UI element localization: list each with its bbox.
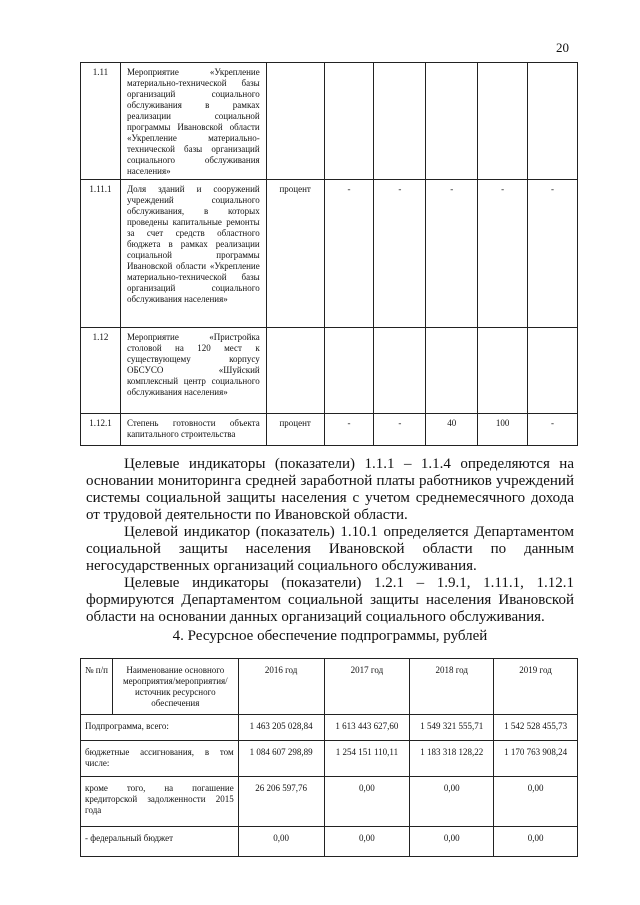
column-header-2018: 2018 год [410,659,494,715]
page-number: 20 [556,40,569,55]
row-label: Подпрограмма, всего: [81,715,239,741]
row-value: - [324,180,374,328]
indicators-table [80,62,578,446]
paragraph: Целевой индикатор (показатель) 1.10.1 определяется Департаментом социальной защиты населения Ивановской области по данным негосударственных организаций социального обслуживания. [86,524,574,574]
row-label: кроме того, на погашение кредиторской задолженности 2015 года [81,777,239,827]
row-number: 1.11.1 [81,180,121,328]
table-row [81,715,578,741]
row-value: - [324,414,374,446]
table-header-row [81,659,578,715]
row-value [528,328,578,414]
row-value [374,328,426,414]
row-value: - [374,180,426,328]
cell-2016: 1 084 607 298,89 [238,741,324,777]
row-value [324,328,374,414]
row-unit [266,63,324,180]
resource-table [80,658,578,857]
row-value [478,328,528,414]
table-row [81,328,578,414]
row-number: 1.12 [81,328,121,414]
row-label: - федеральный бюджет [81,827,239,857]
row-value: 40 [426,414,478,446]
row-value: - [374,414,426,446]
row-value: - [478,180,528,328]
paragraph: Целевые индикаторы (показатели) 1.2.1 – 1.9.1, 1.11.1, 1.12.1 формируются Департаментом социальной защиты населения Ивановской области на основании данных организаций социального обслуживания. [86,575,574,625]
row-value: - [528,414,578,446]
row-number: 1.11 [81,63,121,180]
cell-2019: 0,00 [494,777,578,827]
row-value [426,63,478,180]
cell-2016: 1 463 205 028,84 [238,715,324,741]
row-value [478,63,528,180]
cell-2017: 1 613 443 627,60 [324,715,410,741]
cell-2016: 26 206 597,76 [238,777,324,827]
row-description: Мероприятие «Укрепление материально-технической базы организаций социального обслуживания в рамках реализации социальной программы Ивановской области «Укрепление материально-технической базы организаций социального обслуживания населения» [120,63,266,180]
column-header-name: Наименование основного мероприятия/мероприятия/ источник ресурсного обеспечения [112,659,238,715]
table-row [81,827,578,857]
row-value [426,328,478,414]
cell-2018: 1 549 321 555,71 [410,715,494,741]
cell-2017: 1 254 151 110,11 [324,741,410,777]
cell-2018: 0,00 [410,777,494,827]
cell-2018: 0,00 [410,827,494,857]
row-value [528,63,578,180]
cell-2019: 0,00 [494,827,578,857]
column-header-number: № п/п [81,659,113,715]
section-heading: 4. Ресурсное обеспечение подпрограммы, рублей [172,628,488,644]
row-value: - [426,180,478,328]
row-value [324,63,374,180]
column-header-2016: 2016 год [238,659,324,715]
row-label: бюджетные ассигнования, в том числе: [81,741,239,777]
table-row [81,63,578,180]
cell-2019: 1 170 763 908,24 [494,741,578,777]
table-row [81,741,578,777]
row-value: - [528,180,578,328]
column-header-2017: 2017 год [324,659,410,715]
table-row [81,414,578,446]
row-value: 100 [478,414,528,446]
table-row [81,180,578,328]
body-text [86,456,574,645]
cell-2016: 0,00 [238,827,324,857]
cell-2017: 0,00 [324,827,410,857]
paragraph: Целевые индикаторы (показатели) 1.1.1 – 1.1.4 определяются на основании мониторинга средней заработной платы работников учреждений системы социальной защиты населения с учетом среднемесячного дохода от трудовой деятельности по Ивановской области. [86,456,574,523]
cell-2017: 0,00 [324,777,410,827]
row-description: Доля зданий и сооружений учреждений социального обслуживания, в которых проведены капитальные ремонты за счет средств областного бюджета в рамках реализации социальной программы Ивановской области «Укрепление материально-технической базы организаций социального обслуживания населения» [120,180,266,328]
row-unit: процент [266,414,324,446]
cell-2019: 1 542 528 455,73 [494,715,578,741]
column-header-2019: 2019 год [494,659,578,715]
cell-2018: 1 183 318 128,22 [410,741,494,777]
row-description: Степень готовности объекта капитального строительства [120,414,266,446]
row-value [374,63,426,180]
row-description: Мероприятие «Пристройка столовой на 120 мест к существующему корпусу ОБСУСО «Шуйский комплексный центр социального обслуживания населения» [120,328,266,414]
row-unit: процент [266,180,324,328]
row-number: 1.12.1 [81,414,121,446]
row-unit [266,328,324,414]
table-row [81,777,578,827]
